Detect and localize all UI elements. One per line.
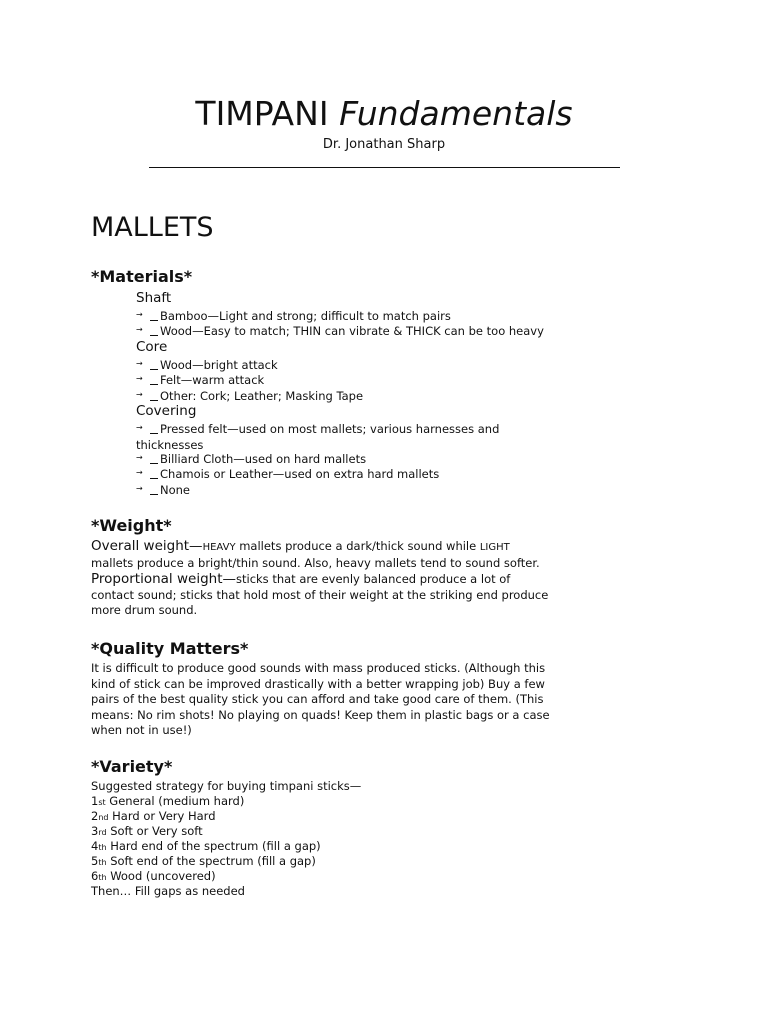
title-plain: TIMPANI xyxy=(195,94,329,133)
checkbox-icon xyxy=(150,490,158,495)
checkbox-icon xyxy=(150,365,158,370)
bullet-mark-icon: → xyxy=(136,325,143,334)
author: Dr. Jonathan Sharp xyxy=(322,137,446,152)
checkbox-icon xyxy=(150,331,158,336)
bullet-mark-icon: → xyxy=(136,468,143,477)
bullet-mark-icon: → xyxy=(136,359,143,368)
section-title: MALLETS xyxy=(91,212,214,243)
bullet-mark-icon: → xyxy=(136,453,143,462)
title-italic: Fundamentals xyxy=(339,94,573,133)
list-item: → Pressed felt—used on most mallets; various harnesses and thicknesses xyxy=(136,422,500,452)
list-item: → Wood—bright attack xyxy=(136,358,278,372)
group-label-shaft: Shaft xyxy=(136,290,172,306)
bullet-mark-icon: → xyxy=(136,423,143,432)
bullet-mark-icon: → xyxy=(136,310,143,319)
checkbox-icon xyxy=(150,459,158,464)
list-item: → Felt—warm attack xyxy=(136,373,265,387)
list-item: → Billiard Cloth—used on hard mallets xyxy=(136,452,367,466)
bullet-mark-icon: → xyxy=(136,484,143,493)
list-item: → Chamois or Leather—used on extra hard mallets xyxy=(136,467,440,481)
variety-heading: *Variety* xyxy=(91,757,173,776)
list-item: → Other: Cork; Leather; Masking Tape xyxy=(136,389,364,403)
bullet-mark-icon: → xyxy=(136,374,143,383)
checkbox-icon xyxy=(150,474,158,479)
weight-heading: *Weight* xyxy=(91,516,172,535)
list-item: → Bamboo—Light and strong; difficult to match pairs xyxy=(136,309,451,323)
quality-heading: *Quality Matters* xyxy=(91,639,249,658)
weight-paragraph-proportional: Proportional weight—sticks that are evenly balanced produce a lot of contact sound; sticks that hold most of their weight at the striking end produce more drum sound. xyxy=(91,571,549,618)
quality-paragraph: It is difficult to produce good sounds with mass produced sticks. (Although this kind of stick can be improved drastically with a better wrapping job) Buy a few pairs of the best quality stick you can afford and take good care of them. (This means: No rim shots! No playing on quads! Keep them in plastic bags or a case when not in use!) xyxy=(91,661,550,738)
list-item: 6th Wood (uncovered) xyxy=(91,869,216,883)
bullet-mark-icon: → xyxy=(136,390,143,399)
group-label-covering: Covering xyxy=(136,403,197,419)
list-item: 5th Soft end of the spectrum (fill a gap) xyxy=(91,854,316,868)
list-item: 4th Hard end of the spectrum (fill a gap) xyxy=(91,839,321,853)
list-item: → None xyxy=(136,483,191,497)
list-item: → Wood—Easy to match; THIN can vibrate & THICK can be too heavy xyxy=(136,324,544,338)
checkbox-icon xyxy=(150,316,158,321)
list-item: 2nd Hard or Very Hard xyxy=(91,809,216,823)
variety-closing: Then… Fill gaps as needed xyxy=(91,884,245,898)
list-item: 1st General (medium hard) xyxy=(91,794,245,808)
checkbox-icon xyxy=(150,380,158,385)
document-title xyxy=(0,92,768,136)
materials-heading: *Materials* xyxy=(91,267,193,286)
checkbox-icon xyxy=(150,396,158,401)
list-item: 3rd Soft or Very soft xyxy=(91,824,203,838)
weight-paragraph-overall: Overall weight—HEAVY mallets produce a dark/thick sound while LIGHT mallets produce a bright/thin sound. Also, heavy mallets tend to sound softer. xyxy=(91,538,540,570)
variety-intro: Suggested strategy for buying timpani sticks— xyxy=(91,779,362,793)
checkbox-icon xyxy=(150,429,158,434)
group-label-core: Core xyxy=(136,339,168,355)
title-divider xyxy=(149,167,620,168)
